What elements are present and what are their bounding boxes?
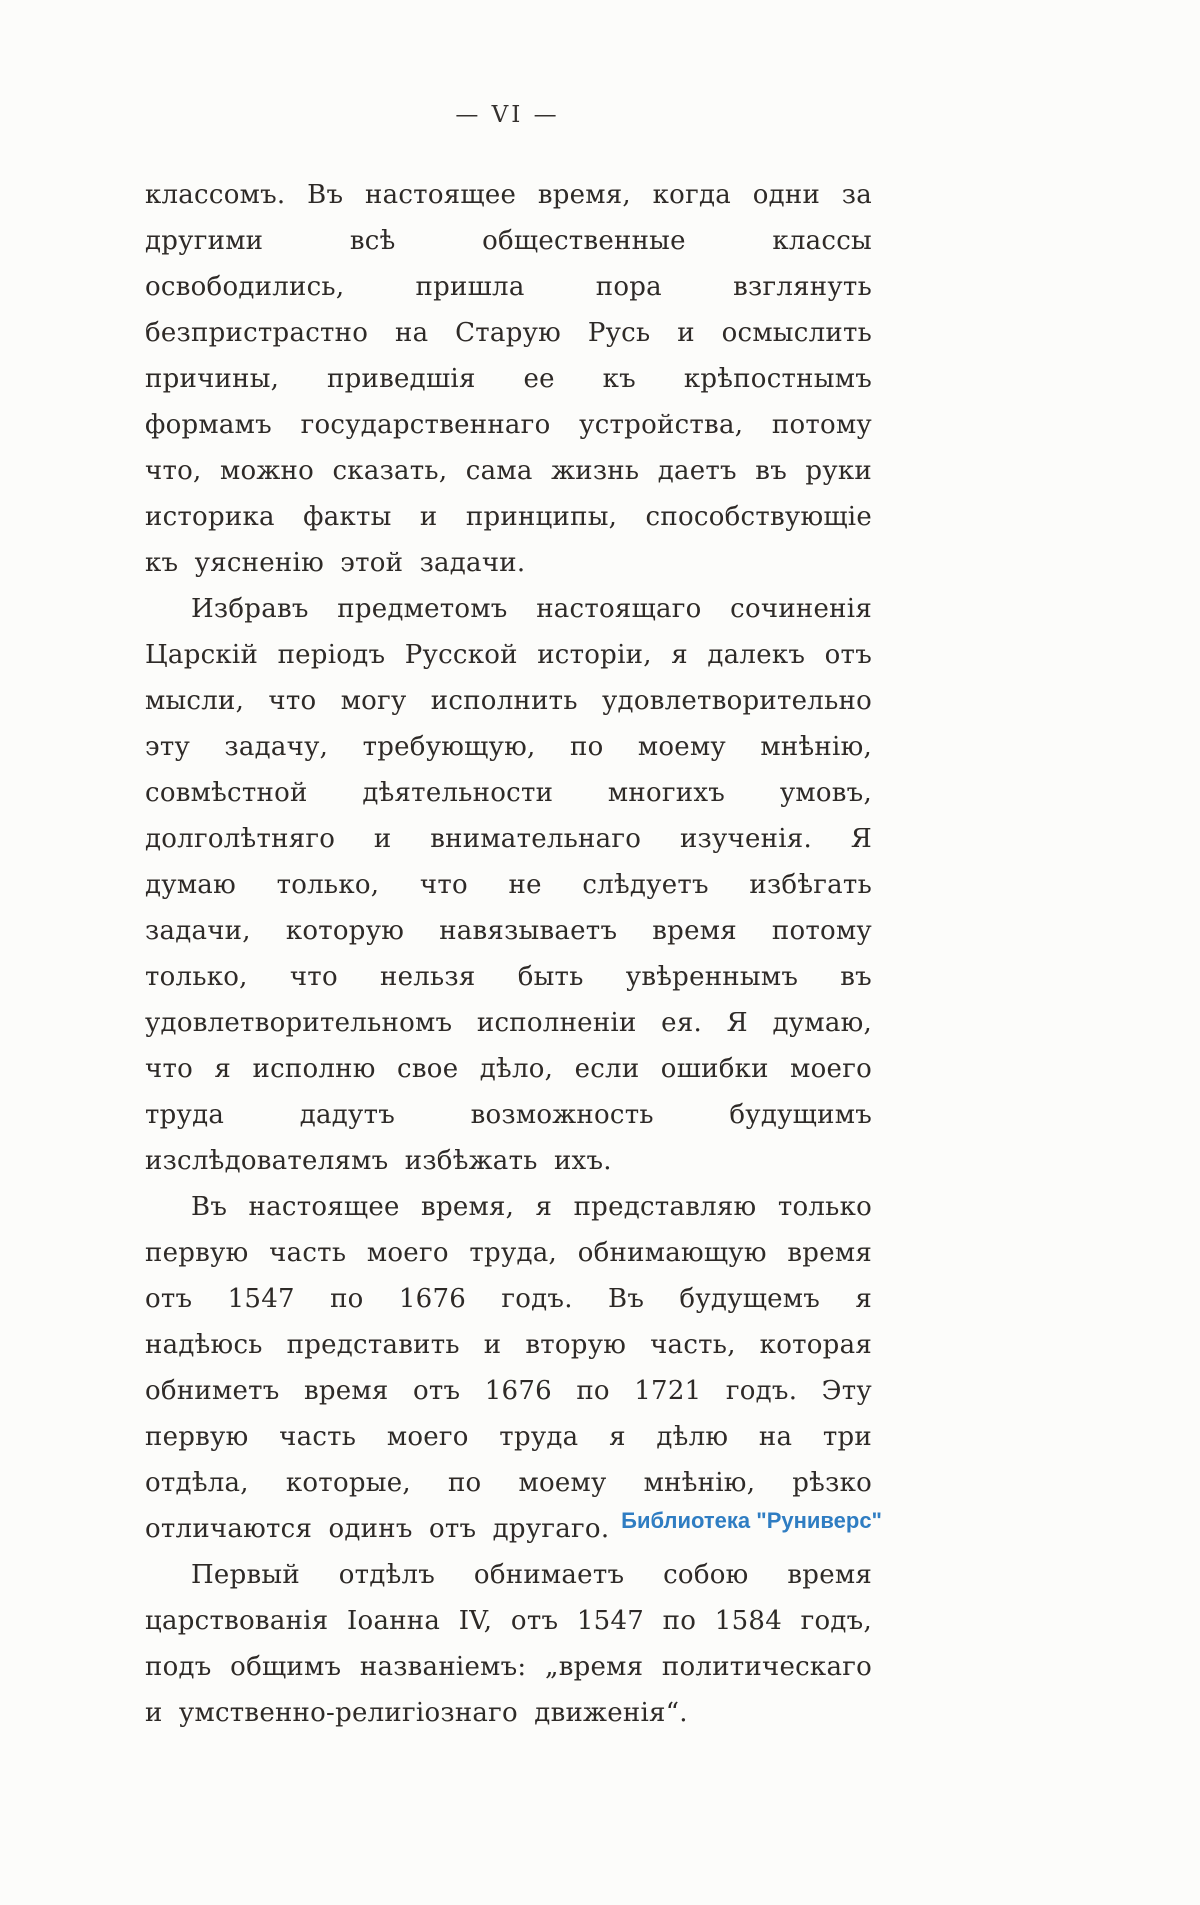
paragraph: Первый отдѣлъ обнимаетъ собою время царствованія Іоанна IV, отъ 1547 по 1584 годъ, подъ общимъ названіемъ: „время политическаго и умственно-религіознаго движенія“. — [145, 1560, 872, 1728]
page-number: — VI — — [455, 102, 560, 128]
paragraph: Въ настоящее время, я представляю только первую часть моего труда, обнимающую время отъ 1547 по 1676 годъ. Въ будущемъ я надѣюсь представить и вторую часть, которая обниметъ время отъ 1676 по 1721 годъ. Эту первую часть моего труда я дѣлю на три отдѣла, которые, по моему мнѣнію, рѣзко отличаются одинъ отъ другаго. — [145, 1192, 872, 1544]
library-watermark: Библиотека "Руниверс" — [621, 1508, 882, 1533]
paragraph: классомъ. Въ настоящее время, когда одни за другими всѣ общественные классы освободились, пришла пора взглянуть безпристрастно на Старую Русь и осмыслить причины, приведшія ее къ крѣпостнымъ формамъ государственнаго устройства, потому что, можно сказать, сама жизнь даетъ въ руки историка факты и принципы, способствующіе къ уясненію этой задачи. — [145, 180, 872, 578]
page-body — [145, 172, 872, 1736]
paragraph: Избравъ предметомъ настоящаго сочиненія Царскій періодъ Русской исторіи, я далекъ отъ мысли, что могу исполнить удовлетворительно эту задачу, требующую, по моему мнѣнію, совмѣстной дѣятельности многихъ умовъ, долголѣтняго и внимательнаго изученія. Я думаю только, что не слѣдуетъ избѣгать задачи, которую навязываетъ время потому только, что нельзя быть увѣреннымъ въ удовлетворительномъ исполненіи ея. Я думаю, что я исполню свое дѣло, если ошибки моего труда дадутъ возможность будущимъ изслѣдователямъ избѣжать ихъ. — [145, 594, 872, 1176]
